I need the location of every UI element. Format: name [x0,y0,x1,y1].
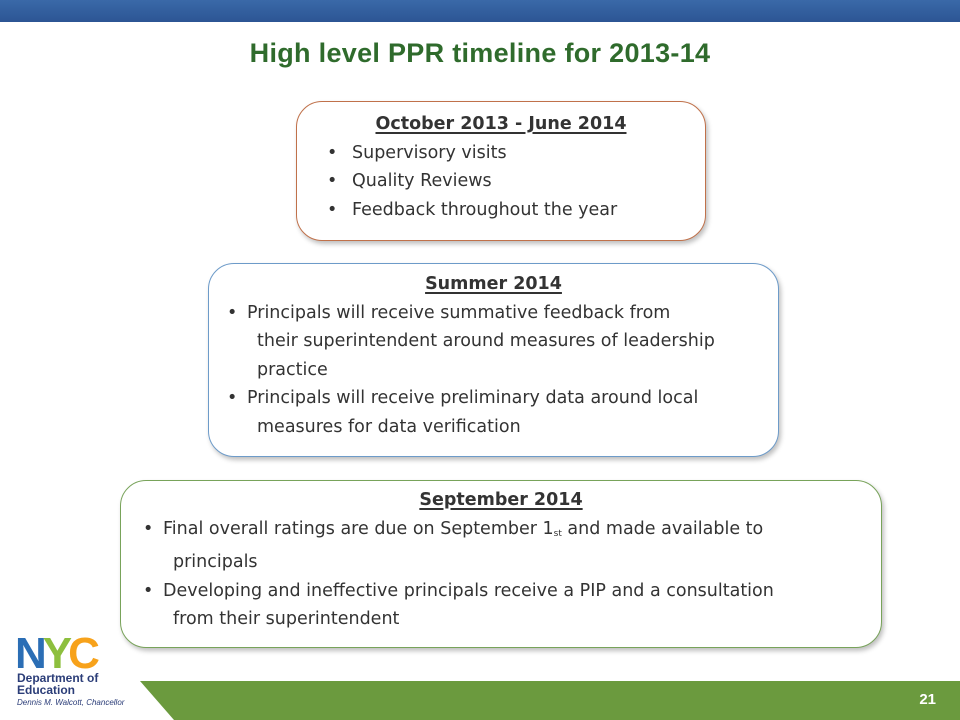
timeline-box-october-june [296,101,706,241]
bullet-item [227,384,778,441]
bullet-item: • Quality Reviews [327,167,705,196]
bullet-text-continued: principals [173,552,258,572]
bullet-text: Final overall ratings are due on September 1 [163,518,554,539]
bullet-item: • Supervisory visits [327,139,705,168]
logo-dept-line1: Department of [17,671,99,685]
bullet-text: Developing and ineffective principals receive a PIP and a consultation [163,580,774,601]
bullet-list [327,139,705,225]
page-number: 21 [919,691,936,708]
nyc-doe-logo [15,632,135,714]
timeline-box-summer [208,263,779,457]
bullet-item: • Feedback throughout the year [327,196,705,225]
bullet-text-continued: their superintendent around measures of leadership [257,331,715,351]
box-heading: October 2013 - June 2014 [375,114,627,134]
logo-chancellor-text: Dennis M. Walcott, Chancellor [17,698,125,707]
bullet-item [143,577,881,634]
logo-dept-line2: Education [17,683,76,697]
logo-department-text [17,672,98,696]
bullet-text: Principals will receive preliminary data around local [247,388,699,408]
box-heading: September 2014 [419,490,583,510]
bullet-item [143,515,881,577]
bullet-text-continued: practice [257,359,328,380]
slide-title: High level PPR timeline for 2013-14 [249,38,711,68]
bullet-list [227,299,778,442]
ordinal-suffix: st [553,528,562,539]
box-heading: Summer 2014 [425,274,562,294]
bullet-list [143,515,881,634]
bullet-item [227,299,778,385]
nyc-logo-icon [15,632,120,672]
bullet-text: and made available to [561,518,764,539]
bullet-text: Principals will receive summative feedback from [247,302,671,323]
bottom-footer-bar [140,681,960,720]
top-banner-bar [0,0,960,22]
timeline-box-september [120,480,882,648]
bullet-text-continued: measures for data verification [257,416,521,437]
bullet-text-continued: from their superintendent [173,609,400,629]
nyc-logo-text: NYC [15,632,96,672]
